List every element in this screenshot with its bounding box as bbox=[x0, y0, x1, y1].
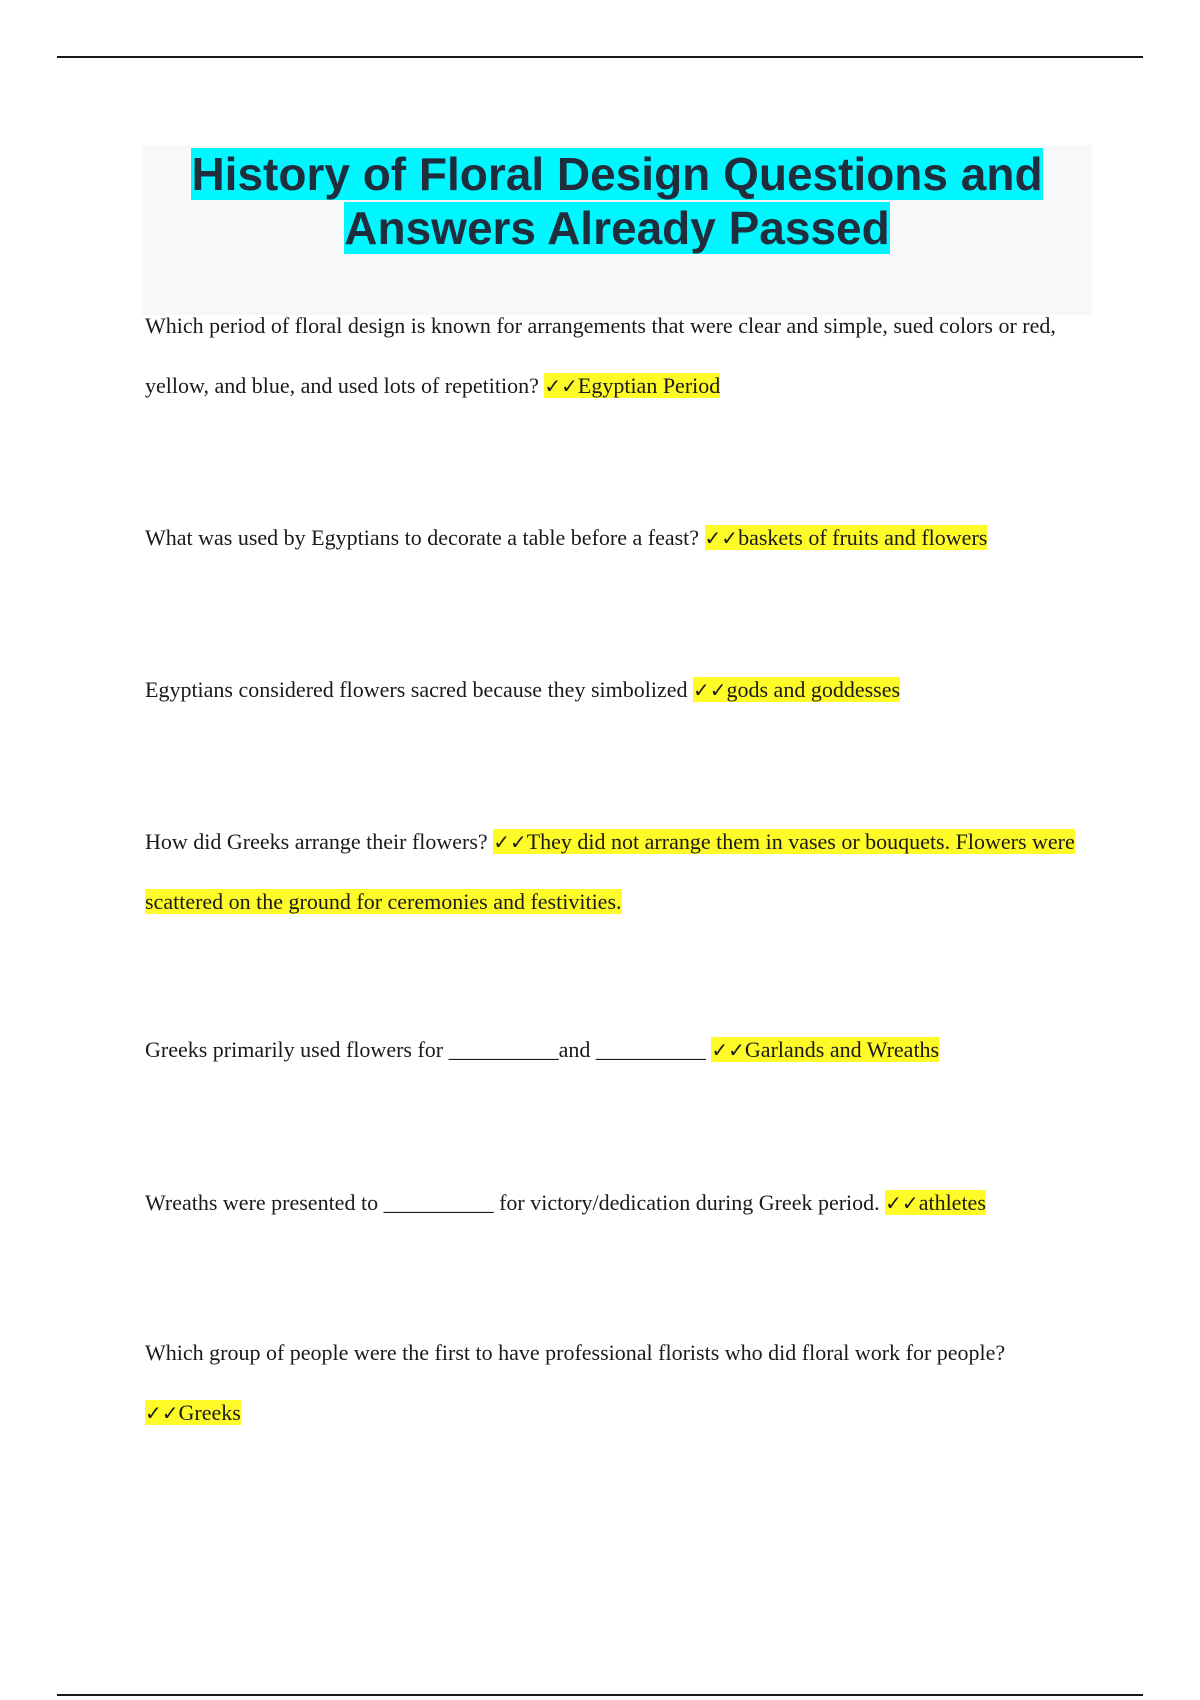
answer-text: gods and goddesses bbox=[726, 677, 901, 702]
answer-text: They did not arrange them in vases or bouquets. Flowers were scattered on the ground for ceremonies and festivities. bbox=[145, 829, 1075, 914]
double-check-icon: ✓✓ bbox=[704, 526, 739, 550]
qa-item bbox=[145, 660, 1090, 720]
qa-item bbox=[145, 812, 1090, 932]
double-check-icon: ✓✓ bbox=[692, 678, 727, 702]
question-text: Egyptians considered flowers sacred because they simbolized bbox=[145, 677, 688, 702]
qa-item bbox=[145, 296, 1090, 416]
answer-text: Greeks bbox=[178, 1400, 241, 1425]
answer-highlight bbox=[885, 1190, 986, 1215]
top-rule bbox=[57, 56, 1143, 58]
answer-highlight bbox=[693, 677, 900, 702]
question-text: Greeks primarily used flowers for __________and __________ bbox=[145, 1037, 706, 1062]
double-check-icon: ✓✓ bbox=[145, 1401, 179, 1425]
answer-highlight bbox=[544, 373, 720, 398]
double-check-icon: ✓✓ bbox=[544, 374, 578, 398]
question-text: Which group of people were the first to have professional florists who did floral work for people? bbox=[145, 1340, 1006, 1365]
double-check-icon: ✓✓ bbox=[885, 1191, 919, 1215]
question-text: Which period of floral design is known for arrangements that were clear and simple, sued colors or red, yellow, and blue, and used lots of repetition? bbox=[145, 313, 1056, 398]
answer-highlight bbox=[711, 1037, 939, 1062]
page-title bbox=[142, 145, 1092, 255]
answer-text: Garlands and Wreaths bbox=[744, 1037, 940, 1062]
qa-item bbox=[145, 508, 1090, 568]
answer-text: athletes bbox=[918, 1190, 986, 1215]
answer-text: baskets of fruits and flowers bbox=[738, 525, 988, 550]
page-title-text: History of Floral Design Questions and Answers Already Passed bbox=[191, 148, 1043, 254]
question-text: Wreaths were presented to __________ for victory/dedication during Greek period. bbox=[145, 1190, 880, 1215]
double-check-icon: ✓✓ bbox=[493, 830, 527, 854]
title-block bbox=[142, 145, 1092, 315]
answer-text: Egyptian Period bbox=[577, 373, 721, 398]
qa-item bbox=[145, 1020, 1090, 1080]
answer-highlight bbox=[705, 525, 988, 550]
answer-highlight bbox=[145, 1400, 241, 1425]
question-text: How did Greeks arrange their flowers? bbox=[145, 829, 488, 854]
bottom-rule bbox=[57, 1694, 1143, 1696]
question-text: What was used by Egyptians to decorate a table before a feast? bbox=[145, 525, 700, 550]
double-check-icon: ✓✓ bbox=[711, 1038, 745, 1062]
qa-item bbox=[145, 1323, 1090, 1443]
qa-item bbox=[145, 1173, 1090, 1233]
